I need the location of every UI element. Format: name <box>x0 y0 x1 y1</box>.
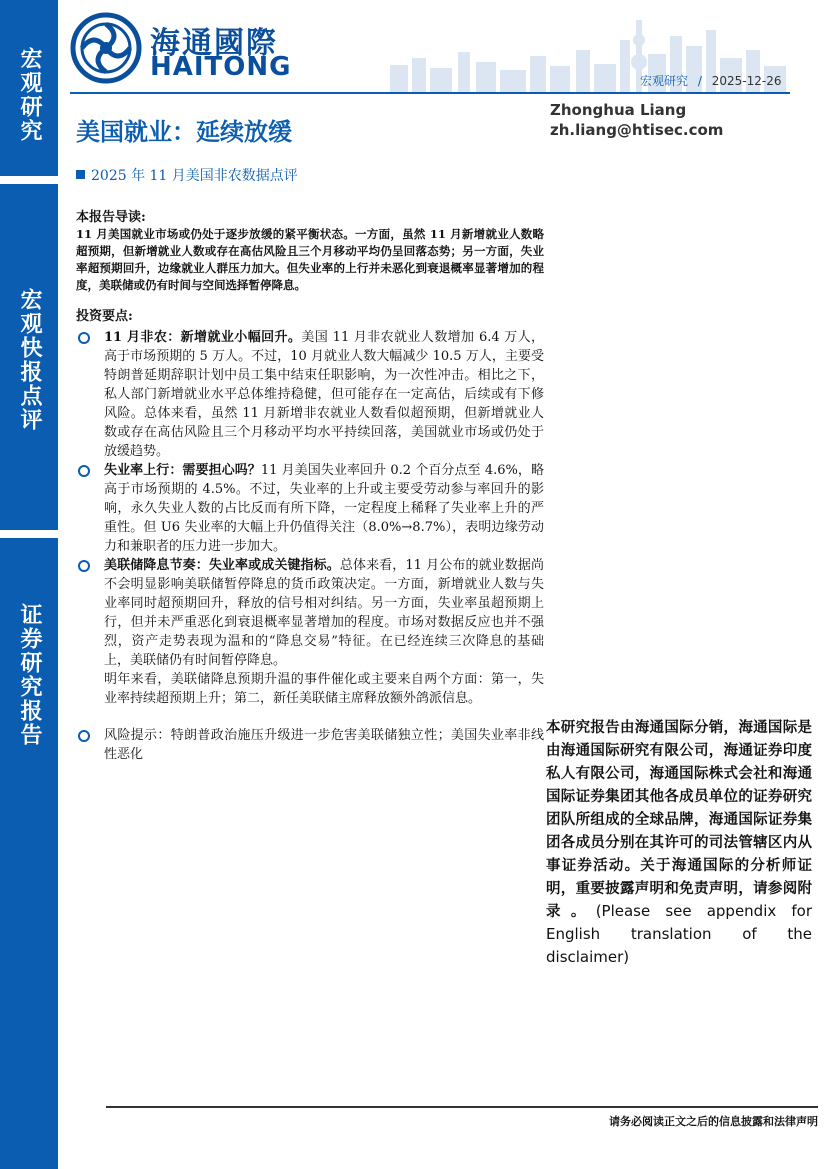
circle-bullet-icon <box>78 560 90 572</box>
risk-item <box>76 726 544 764</box>
circle-bullet-icon <box>78 332 90 344</box>
list-item <box>76 556 544 670</box>
circle-bullet-icon <box>78 465 90 477</box>
sidebar-bottom-label: 证券研究报告 <box>0 570 58 780</box>
header-divider <box>70 92 790 94</box>
sidebar-middle-label: 宏观快报点评 <box>0 260 58 460</box>
disclaimer-en: (Please see appendix for English translation of the disclaimer) <box>546 902 812 966</box>
subtitle-text: 2025 年 11 月美国非农数据点评 <box>91 168 298 184</box>
footer-divider <box>106 1106 818 1108</box>
sidebar-separator <box>0 176 58 184</box>
footer-notice: 请务必阅读正文之后的信息披露和法律声明 <box>609 1115 818 1128</box>
author-block <box>550 100 723 140</box>
sidebar-separator <box>0 530 58 538</box>
risk-text: 风险提示：特朗普政治施压升级进一步危害美联储独立性；美国失业率非线性恶化 <box>104 728 544 762</box>
point-extra-text: 明年来看，美联储降息预期升温的事件催化或主要来自两个方面：第一，失业率持续超预期上升；第二，新任美联储主席释放额外鸽派信息。 <box>104 672 544 706</box>
point-text: 11 月美国失业率回升 0.2 个百分点至 4.6%，略高于市场预期的 4.5%。不过，失业率的上升或主要受劳动参与率回升的影响，永久失业人数的占比反而有所下降，一定程度上稀释了失业率上升的严重性。但 U6 失业率的大幅上升仍值得关注（8.0%→8.7%），表明边缘劳动力和兼职者的压力进一步加大。 <box>104 463 544 554</box>
subtitle <box>76 165 298 185</box>
header-date: 2025-12-26 <box>711 74 782 88</box>
points-list <box>76 328 544 764</box>
author-name: Zhonghua Liang <box>550 101 687 119</box>
disclaimer-cn: 本研究报告由海通国际分销，海通国际是由海通国际研究有限公司，海通证券印度私人有限公司，海通国际株式会社和海通国际证券集团其他各成员单位的证券研究团队所组成的全球品牌，海通国际证券集团各成员分别在其许可的司法管辖区内从事证券活动。关于海通国际的分析师证明，重要披露声明和免责声明，请参阅附录。 <box>546 719 812 920</box>
author-email[interactable]: zh.liang@htisec.com <box>550 121 724 139</box>
list-item <box>76 461 544 556</box>
point-lead: 11 月非农：新增就业小幅回升。 <box>104 330 302 345</box>
haitong-logo-icon <box>70 12 142 84</box>
guide-text: 11 月美国就业市场或仍处于逐步放缓的紧平衡状态。一方面，虽然 11 月新增就业人数略超预期，但新增就业人数或存在高估风险且三个月移动平均仍呈回落态势；另一方面，失业率超预期回升，边缘就业人群压力加大。但失业率的上行并未恶化到衰退概率显著增加的程度，美联储或仍有时间与空间选择暂停降息。 <box>76 227 544 292</box>
disclaimer <box>546 716 812 969</box>
point-lead: 美联储降息节奏：失业率或成关键指标。 <box>104 558 340 573</box>
page-title: 美国就业：延续放缓 <box>76 117 292 146</box>
circle-bullet-icon <box>78 730 90 742</box>
points-label: 投资要点: <box>76 309 133 324</box>
sidebar-top-label: 宏观研究 <box>0 20 58 170</box>
point-text: 总体来看，11 月公布的就业数据尚不会明显影响美联储暂停降息的货币政策决定。一方面，新增就业人数与失业率同时超预期回升，释放的信号相对纠结。另一方面，失业率虽超预期上行，但并未严重恶化到衰退概率显著增加的程度。市场对数据反应也并不强烈，资产走势表现为温和的“降息交易”特征。在已经连续三次降息的基础上，美联储仍有时间暂停降息。 <box>104 558 544 668</box>
header-separator: / <box>697 74 702 88</box>
point-text: 美国 11 月非农就业人数增加 6.4 万人，高于市场预期的 5 万人。不过，10 月就业人数大幅减少 10.5 万人，主要受特朗普延期辞职计划中员工集中结束任职影响，为一次性冲击。相比之下，私人部门新增就业水平总体维持稳健，但可能存在一定高估，后续或有下修风险。总体来看，虽然 11 月新增非农就业人数看似超预期，但新增就业人数或存在高估风险且三个月移动平均水平持续回落，美国就业市场或仍处于放缓趋势。 <box>104 330 544 459</box>
list-item <box>76 328 544 461</box>
brand-name-en: HAITONG <box>150 52 292 82</box>
header-category: 宏观研究 <box>640 74 689 88</box>
guide-label: 本报告导读: <box>76 210 146 225</box>
point-lead: 失业率上行：需要担心吗？ <box>104 463 261 478</box>
square-bullet-icon <box>76 170 85 179</box>
header-meta <box>640 72 781 89</box>
brand-name-cn: 海通國際 <box>150 26 278 61</box>
